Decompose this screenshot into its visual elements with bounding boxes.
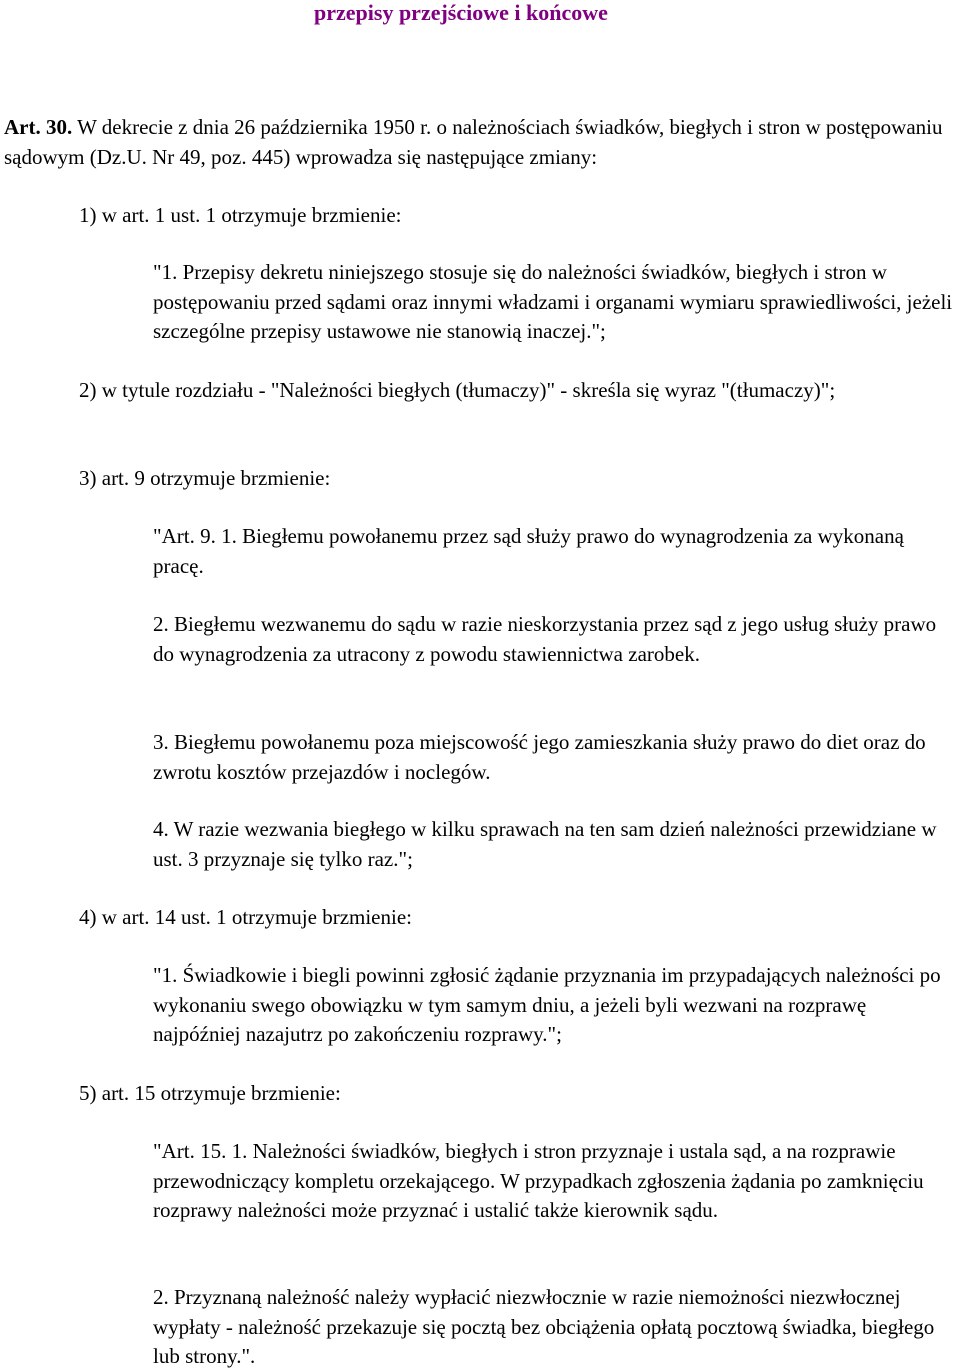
- amendment-item-1: 1) w art. 1 ust. 1 otrzymuje brzmienie:: [79, 203, 402, 227]
- quoted-provision: "Art. 15. 1. Należności świadków, biegłych i stron przyznaje i ustala sąd, a na rozprawie przewodniczący kompletu orzekającego. W przypadkach zgłoszenia żądania po zamknięciu rozprawy należności może przyznać i ustalić także kierownik sądu.: [153, 1139, 924, 1222]
- quoted-provision: 2. Biegłemu wezwanemu do sądu w razie nieskorzystania przez sąd z jego usług służy prawo do wynagrodzenia za utracony z powodu stawiennictwa zarobek.: [153, 612, 937, 666]
- article-label: Art. 30.: [4, 115, 73, 139]
- quoted-provision: 3. Biegłemu powołanemu poza miejscowość jego zamieszkania służy prawo do diet oraz do zwrotu kosztów przejazdów i noclegów.: [153, 730, 926, 784]
- article-intro: W dekrecie z dnia 26 października 1950 r. o należnościach świadków, biegłych i stron w postępowaniu sądowym (Dz.U. Nr 49, poz. 445) wprowadza się następujące zmiany:: [4, 115, 943, 169]
- quoted-provision: 4. W razie wezwania biegłego w kilku sprawach na ten sam dzień należności przewidziane w ust. 3 przyznaje się tylko raz.";: [153, 817, 937, 871]
- quoted-provision: "1. Przepisy dekretu niniejszego stosuje się do należności świadków, biegłych i stron w postępowaniu przed sądami oraz innymi władzami i organami wymiaru sprawiedliwości, jeżeli szczególne przepisy ustawowe nie stanowią inaczej.";: [153, 260, 953, 343]
- quoted-provision: "Art. 9. 1. Biegłemu powołanemu przez sąd służy prawo do wynagrodzenia za wykonaną pracę.: [153, 524, 904, 578]
- amendment-item-5: 5) art. 15 otrzymuje brzmienie:: [79, 1081, 341, 1105]
- amendment-item-4: 4) w art. 14 ust. 1 otrzymuje brzmienie:: [79, 905, 412, 929]
- amendment-item-2: 2) w tytule rozdziału - "Należności biegłych (tłumaczy)" - skreśla się wyraz "(tłumaczy)";: [79, 378, 836, 402]
- quoted-provision: 2. Przyznaną należność należy wypłacić niezwłocznie w razie niemożności niezwłocznej wypłaty - należność przekazuje się pocztą bez obciążenia opłatą pocztową świadka, biegłego lub strony.".: [153, 1285, 935, 1368]
- amendment-item-3: 3) art. 9 otrzymuje brzmienie:: [79, 466, 331, 490]
- section-heading: przepisy przejściowe i końcowe: [314, 0, 608, 25]
- quoted-provision: "1. Świadkowie i biegli powinni zgłosić żądanie przyznania im przypadających należności po wykonaniu swego obowiązku w tym samym dniu, a jeżeli byli wezwani na rozprawę najpóźniej nazajutrz po zakończeniu rozprawy.";: [153, 963, 941, 1046]
- article-30-paragraph: [4, 113, 954, 172]
